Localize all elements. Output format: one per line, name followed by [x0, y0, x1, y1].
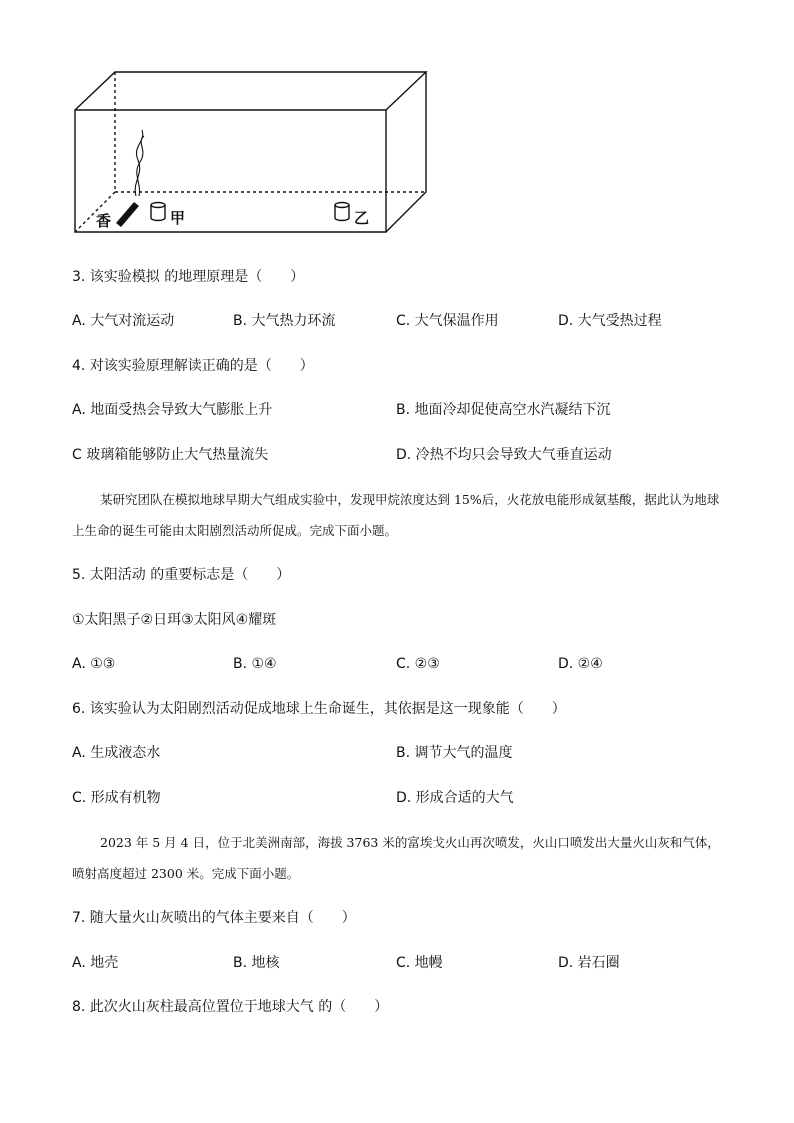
box-front-face — [75, 110, 386, 232]
q6-option-b[interactable]: B. 调节大气的温度 — [396, 745, 513, 761]
question-5-stem: 5. 太阳活动 的重要标志是（ ） — [72, 567, 291, 583]
passage-1: 某研究团队在模拟地球早期大气组成实验中，发现甲烷浓度达到 15%后，火花放电能形成氨基酸，据此认为地球上生命的诞生可能由太阳剧烈活动所促成。完成下面小题。 — [72, 492, 720, 538]
q7-option-c[interactable]: C. 地幔 — [396, 955, 443, 971]
box-right-edges — [386, 72, 426, 232]
label-xiang: 香 — [96, 213, 112, 230]
q4-option-c[interactable]: C 玻璃箱能够防止大气热量流失 — [72, 447, 269, 463]
glass-box-figure — [70, 66, 440, 238]
cup-jia-icon — [151, 203, 165, 221]
q6-option-c[interactable]: C. 形成有机物 — [72, 790, 161, 806]
question-3-stem: 3. 该实验模拟 的地理原理是（ ） — [72, 269, 305, 285]
q4-option-d[interactable]: D. 冷热不均只会导致大气垂直运动 — [396, 447, 612, 463]
q4-option-a[interactable]: A. 地面受热会导致大气膨胀上升 — [72, 402, 273, 418]
box-hidden-edges — [115, 72, 426, 192]
q5-option-d[interactable]: D. ②④ — [558, 656, 603, 672]
question-4-stem: 4. 对该实验原理解读正确的是（ ） — [72, 358, 314, 374]
q3-option-a[interactable]: A. 大气对流运动 — [72, 313, 175, 329]
label-yi: 乙 — [354, 210, 370, 227]
q5-statements: ①太阳黑子②日珥③太阳风④耀斑 — [72, 612, 277, 628]
q3-option-c[interactable]: C. 大气保温作用 — [396, 313, 499, 329]
q5-option-c[interactable]: C. ②③ — [396, 656, 440, 672]
passage-2: 2023 年 5 月 4 日，位于北美洲南部，海拔 3763 米的富埃戈火山再次喷发，火山口喷发出大量火山灰和气体，喷射高度超过 2300 米。完成下面小题。 — [72, 835, 720, 881]
q5-option-a[interactable]: A. ①③ — [72, 656, 116, 672]
question-6-stem: 6. 该实验认为太阳剧烈活动促成地球上生命诞生，其依据是这一现象能（ ） — [72, 701, 566, 717]
q7-option-b[interactable]: B. 地核 — [233, 955, 280, 971]
q6-option-d[interactable]: D. 形成合适的大气 — [396, 790, 514, 806]
question-7-stem: 7. 随大量火山灰喷出的气体主要来自（ ） — [72, 910, 356, 926]
q3-option-b[interactable]: B. 大气热力环流 — [233, 313, 336, 329]
q7-option-a[interactable]: A. 地壳 — [72, 955, 119, 971]
q7-option-d[interactable]: D. 岩石圈 — [558, 955, 620, 971]
label-jia: 甲 — [170, 210, 186, 227]
cup-yi-icon — [335, 203, 349, 221]
question-8-stem: 8. 此次火山灰柱最高位置位于地球大气 的（ ） — [72, 999, 389, 1015]
box-top-edges — [75, 72, 426, 110]
q5-option-b[interactable]: B. ①④ — [233, 656, 277, 672]
q3-option-d[interactable]: D. 大气受热过程 — [558, 313, 662, 329]
q4-option-b[interactable]: B. 地面冷却促使高空水汽凝结下沉 — [396, 402, 611, 418]
incense-icon — [116, 202, 139, 227]
q6-option-a[interactable]: A. 生成液态水 — [72, 745, 161, 761]
